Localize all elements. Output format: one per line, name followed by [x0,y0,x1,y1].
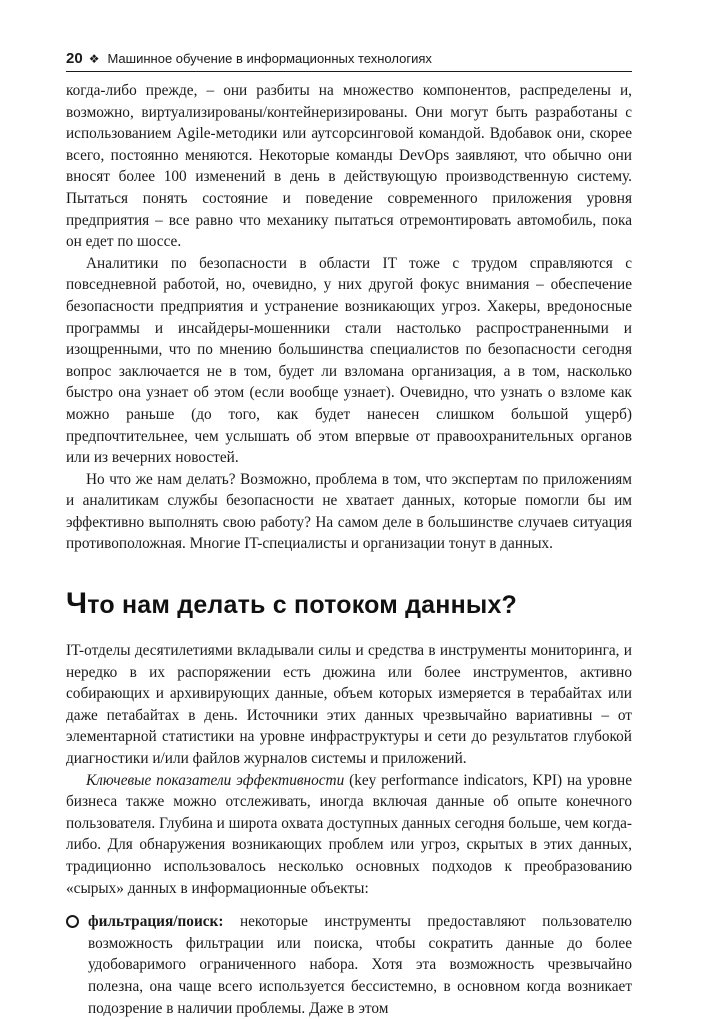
page-number: 20 [66,50,83,67]
section-heading [66,589,632,620]
kpi-text: (key performance indicators, KPI) на уровне бизнеса также можно отслеживать, иногда включая данные об опыте конечного пользователя. Глубина и широта охвата доступных данных сегодня больше, чем когда-либо. Для обнаружения возникающих проблем или угроз, скрытых в этих данных, традиционно использовалось несколько основных подходов к преобразованию «сырых» данных в информационные объекты: [66,771,632,897]
section-heading-initial: Ч [66,587,88,621]
running-header [66,50,632,67]
header-rule [66,71,632,72]
running-title: Машинное обучение в информационных технологиях [107,51,432,66]
page-body [66,80,632,1019]
kpi-term: Ключевые показатели эффективности [86,771,345,789]
list-item [66,911,632,1019]
section-paragraph-1: IT-отделы десятилетиями вкладывали силы и средства в инструменты мониторинга, и нередко в их распоряжении есть дюжина или более инструментов, активно собирающих и архивирующих данные, объем которых измеряется в терабайтах или даже петабайтах в день. Источники этих данных чрезвычайно вариативны – от элементарной статистики на уровне инфраструктуры и сети до результатов глубокой диагностики и/или файлов журналов системы и приложений. [66,642,632,768]
paragraph-1: когда-либо прежде, – они разбиты на множество компонентов, распределены и, возможно, виртуализированы/контейнеризированы. Они могут быть разработаны с использованием Agile-методики или аутсорсинговой командой. Вдобавок они, скорее всего, постоянно меняются. Некоторые команды DevOps заявляют, что обычно они вносят более 100 изменений в день в действующую производственную систему. Пытаться понять состояние и поведение современного приложения уровня предприятия – все равно что механику пытаться отремонтировать автомобиль, пока он едет по шоссе. [66,82,632,251]
list-item-text: некоторые инструменты предоставляют пользователю возможность фильтрации или поиска, чтобы сократить данные до более удобоваримого ограниченного набора. Хотя эта возможность чрезвычайно полезна, она чаще всего используется бессистемно, в основном когда возникает подозрение в наличии проблемы. Даже в этом [88,913,632,1017]
paragraph-2: Аналитики по безопасности в области IT тоже с трудом справляются с повседневной работой, но, очевидно, у них другой фокус внимания – обеспечение безопасности предприятия и устранение возникающих угроз. Хакеры, вредоносные программы и инсайдеры-мошенники стали настолько распространенными и изощренными, что по мнению большинства специалистов по безопасности сегодня вопрос заключается не в том, будет ли взломана организация, а в том, насколько быстро она узнает об этом (если вообще узнает). Очевидно, что узнать о взломе как можно раньше (до того, как будет нанесен слишком большой ущерб) предпочтительнее, чем услышать об этом впервые от правоохранительных органов или из вечерних новостей. [66,254,632,467]
section-paragraph-kpi [66,770,632,900]
approaches-list [66,911,632,1019]
list-item-lead: фильтрация/поиск: [88,913,224,931]
section-heading-text: то нам делать с потоком данных? [87,591,518,620]
circle-bullet-icon [66,915,79,928]
diamond-ornament-icon: ❖ [88,51,100,66]
paragraph-3: Но что же нам делать? Возможно, проблема в том, что экспертам по приложениям и аналитикам службы безопасности не хватает данных, которые помогли бы им эффективно выполнять свою работу? На самом деле в большинстве случаев ситуация противоположная. Многие IT-специалисты и организации тонут в данных. [66,470,632,553]
